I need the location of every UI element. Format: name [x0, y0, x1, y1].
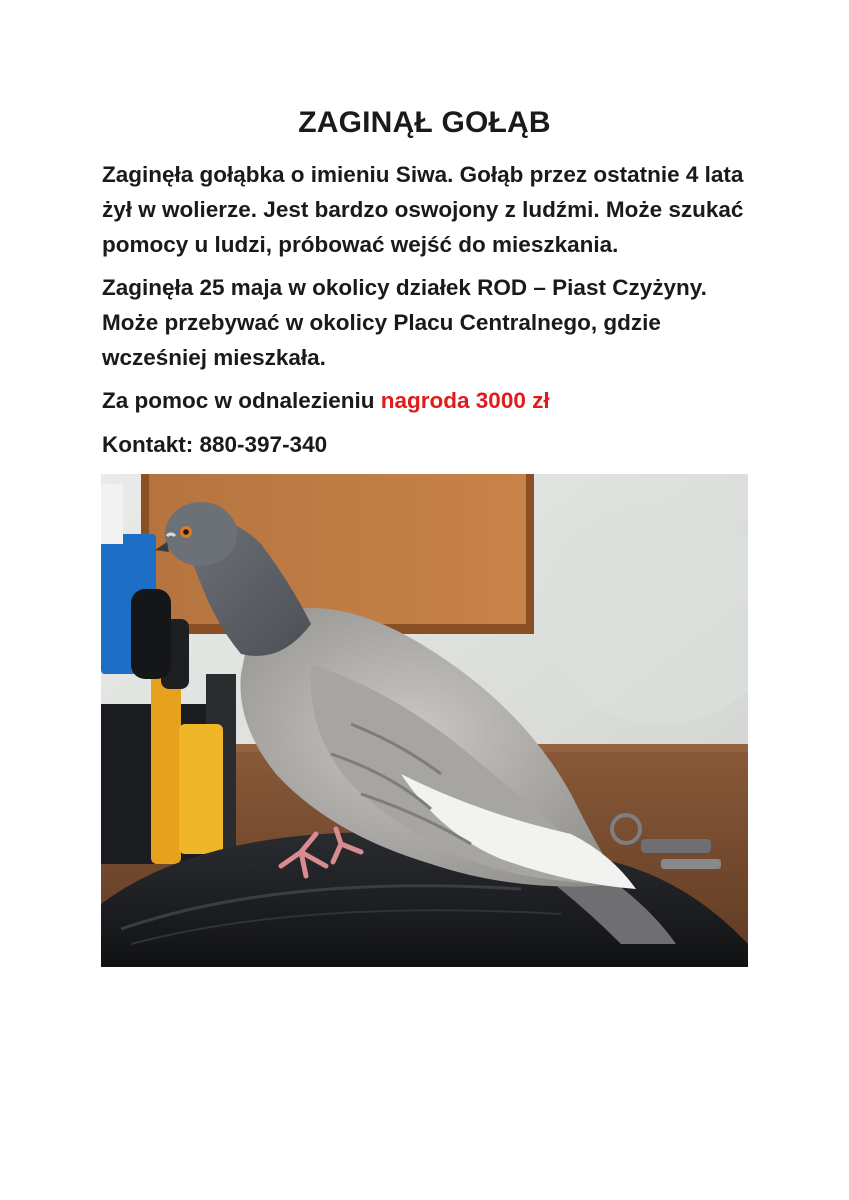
pigeon-photo [101, 474, 748, 967]
reward-prefix: Za pomoc w odnalezieniu [102, 388, 381, 413]
contact-line: Kontakt: 880-397-340 [102, 432, 328, 457]
pigeon-illustration [101, 474, 748, 967]
poster-title: ZAGINĄŁ GOŁĄB [298, 106, 551, 139]
description-paragraph: Zaginęła gołąbka o imieniu Siwa. Gołąb przez ostatnie 4 lata żył w wolierze. Jest bardzo oswojony z ludźmi. Może szukać pomocy u ludzi, próbować wejść do mieszkania. [102, 162, 744, 257]
location-paragraph: Zaginęła 25 maja w okolicy działek ROD – Piast Czyżyny. Może przebywać w okolicy Placu Centralnego, gdzie wcześniej mieszkała. [102, 275, 707, 370]
reward-amount: nagroda 3000 zł [380, 388, 550, 413]
reward-line [102, 383, 762, 418]
